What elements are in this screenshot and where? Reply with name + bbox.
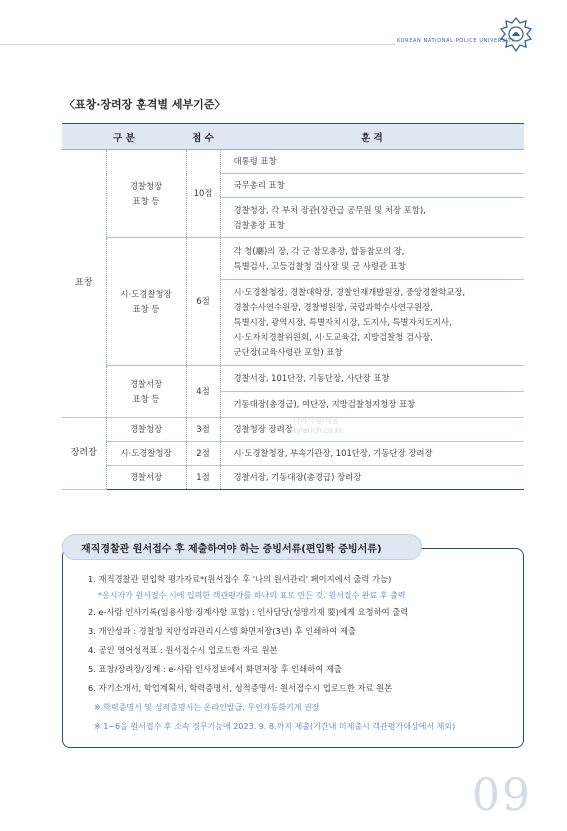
list-item: 6. 자기소개서, 학업계획서, 학력증명서, 성적증명서: 원서접수시 업로드한 자료 원본: [88, 683, 393, 693]
page-number: 09: [472, 770, 532, 821]
watermark-line-2: stylerich.co.kr: [289, 426, 343, 435]
score-cell: 2점: [186, 442, 220, 466]
award-cell: 각 청(廳)의 장, 각 군 참모총장, 합동참모의 장, 특별검사, 고등검찰청 검사장 및 군 사령관 표창: [220, 238, 524, 280]
table-row: [62, 150, 524, 174]
award-cell: 경찰서장, 기동대장(총경급) 장려장: [220, 466, 524, 490]
score-cell: 10점: [186, 150, 220, 238]
score-cell: 3점: [186, 418, 220, 442]
category-cell: 경찰청장: [106, 418, 186, 442]
list-item: 3. 개인성과 : 경찰청 치안성과관리시스템 화면저장(3년) 후 인쇄하여 제출: [88, 626, 356, 636]
university-name: KOREAN NATIONAL POLICE UNIVERSITY: [397, 38, 516, 44]
list-item: 4. 공인 영어성적표 : 원서접수시 업로드한 자료 원본: [88, 645, 278, 655]
documents-box-title: [62, 534, 422, 560]
category-cell: 경찰서장 표창 등: [106, 366, 186, 418]
section-title: 〈표창·장려장 훈격별 세부기준〉: [64, 98, 226, 111]
header-award: 훈 격: [220, 124, 524, 150]
award-cell: 경찰서장, 101단장, 기동단장, 사단장 표창: [220, 366, 524, 392]
watermark: [256, 416, 376, 436]
score-cell: 4점: [186, 366, 220, 418]
award-cell: 기동대장(총경급), 여단장, 지방검찰청지청장 표창: [220, 392, 524, 418]
table-row: [62, 466, 524, 490]
list-item-note: ※ 학력증명서 및 성적증명서는 온라인발급, 무인자동화기계 권장: [94, 703, 320, 712]
documents-list: [88, 570, 518, 736]
header-score: 점 수: [186, 124, 220, 150]
watermark-line-1: 나라사랑/새봄: [293, 416, 339, 425]
score-cell: 1점: [186, 466, 220, 490]
category-cell: 경찰서장: [106, 466, 186, 490]
table-row: [62, 442, 524, 466]
table-header-row: [62, 124, 524, 150]
award-cell: 경찰청장, 각 부처 장관(장관급 공무원 및 처장 포함), 검찰총장 표창: [220, 198, 524, 238]
score-cell: 6점: [186, 238, 220, 366]
header-category: 구 분: [62, 124, 186, 150]
category-cell: 경찰청장 표창 등: [106, 150, 186, 238]
header-rule: [0, 44, 567, 45]
police-emblem-icon: [498, 16, 534, 54]
table-row: [62, 238, 524, 280]
award-cell: 대통령 표창: [220, 150, 524, 174]
group-label-encouragement: 장려장: [62, 418, 106, 490]
category-cell: 시·도경찰청장 표창 등: [106, 238, 186, 366]
list-item: 2. e-사람 인사기록(임용사항·징계사항 포함) : 인사담당(성명기재 要)에게 요청하여 출력: [88, 607, 409, 617]
documents-box-title-text: 재직경찰관 원서접수 후 제출하여야 하는 증빙서류(편입학 증빙서류): [81, 543, 382, 555]
category-cell: 시·도경찰청장: [106, 442, 186, 466]
award-cell: 경찰청장 장려장: [220, 418, 524, 442]
award-cell: 국무총리 표창: [220, 174, 524, 198]
group-label-commendation: 표창: [62, 150, 106, 418]
award-cell: 시·도경찰청장, 부속기관장, 101단장, 기동단장 장려장: [220, 442, 524, 466]
list-item: 5. 표창/장려장/징계 : e-사람 인사정보에서 화면저장 후 인쇄하여 제출: [88, 664, 342, 674]
list-item-subnote: *응시자가 원서접수 시에 입력한 객관평가를 하나의 표로 만든 것. 원서접수 완료 후 출력: [98, 591, 406, 600]
award-cell: 시·도경찰청장, 경찰대학장, 경찰인재개발원장, 중앙경찰학교장, 경찰수사연수원장, 경찰병원장, 국립과학수사연구원장, 특별시장, 광역시장, 특별자치시장, 도지사, 특별자치도지사, 시·도자치경찰위원회, 시·도교육감, 지방검찰청 검사장, 군단장(교육사령관 포함) 표창: [220, 280, 524, 366]
list-item: 1. 재직경찰관 편입학 평가자료*(원서접수 후 '나의 원서관리' 페이지에서 출력 가능): [88, 574, 392, 584]
table-row: [62, 366, 524, 392]
list-item-note: ※ 1~6을 원서접수 후 소속 경무기능에 2023. 9. 8.까지 제출(기간내 미제출시 객관평가대상에서 제외): [94, 722, 456, 731]
